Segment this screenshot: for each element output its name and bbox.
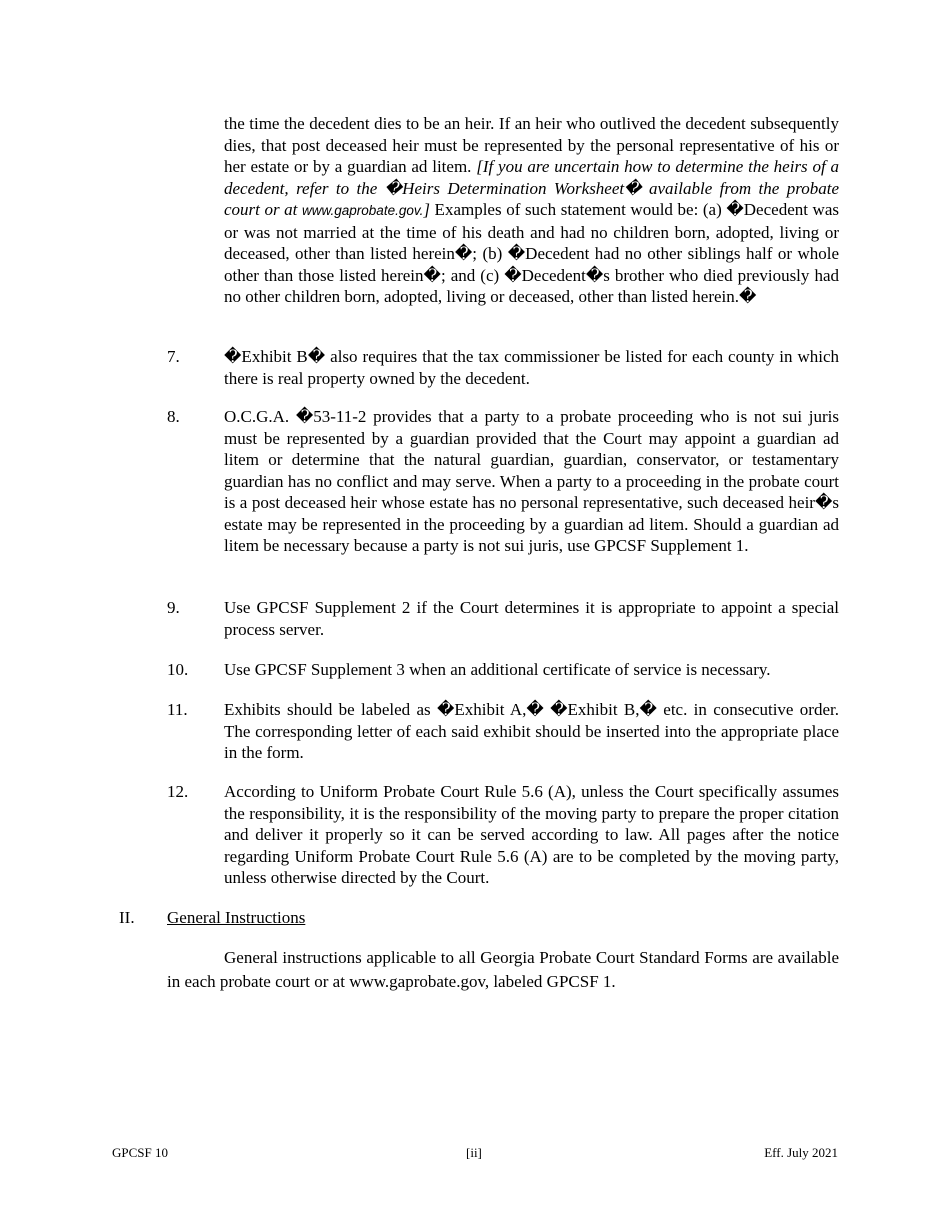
item-number-8: 8. [167, 407, 180, 426]
item-number-10: 10. [167, 660, 189, 679]
item-number-11: 11. [167, 700, 188, 719]
intro-text-a: the time the decedent dies to be an heir. If an heir who outlived the decedent subsequently dies, that post deceased heir must be represented by the personal representative of his or her estate or by a guardian ad litem. [224, 114, 839, 176]
general-instructions-text: General instructions applicable to all Georgia Probate Court Standard Forms are available in each probate court or at www.gaprobate.gov, labeled GPCSF 1. [167, 948, 839, 991]
gaprobate-link-text: www.gaprobate.gov. [302, 203, 424, 218]
intro-italic-close: ] [423, 200, 430, 219]
item-number-7: 7. [167, 347, 180, 366]
footer-effective-date: Eff. July 2021 [764, 1145, 838, 1160]
footer-form-id: GPCSF 10 [112, 1145, 168, 1160]
item-number-9: 9. [167, 598, 180, 617]
item-text-9: Use GPCSF Supplement 2 if the Court determines it is appropriate to appoint a special process server. [224, 598, 839, 639]
intro-italic-note: [If you are uncertain how to determine the heirs of a decedent, refer to the �Heirs Determination Worksheet� available from the probate court or at [224, 157, 839, 219]
item-number-12: 12. [167, 782, 189, 801]
section-number: II. [119, 908, 135, 927]
continued-paragraph [224, 113, 839, 308]
footer-page-number: [ii] [466, 1145, 482, 1160]
item-text-11: Exhibits should be labeled as �Exhibit A,� �Exhibit B,� etc. in consecutive order. The corresponding letter of each said exhibit should be inserted into the appropriate place in the form. [224, 700, 839, 762]
item-text-7: �Exhibit B� also requires that the tax commissioner be listed for each county in which there is real property owned by the decedent. [224, 347, 839, 388]
item-text-8: O.C.G.A. �53-11-2 provides that a party to a probate proceeding who is not sui juris must be represented by a guardian provided that the Court may appoint a guardian ad litem or determine that the natural guardian, guardian, conservator, or testamentary guardian has no conflict and may serve. When a party to a proceeding in the probate court is a post deceased heir whose estate has no personal representative, such deceased heir�s estate may be represented in the proceeding by a guardian ad litem. Should a guardian ad litem be necessary because a party is not sui juris, use GPCSF Supplement 1. [224, 407, 839, 555]
item-text-10: Use GPCSF Supplement 3 when an additional certificate of service is necessary. [224, 660, 771, 679]
section-title: General Instructions [167, 908, 306, 927]
item-text-12: According to Uniform Probate Court Rule 5.6 (A), unless the Court specifically assumes the responsibility, it is the responsibility of the moving party to prepare the proper citation and deliver it properly so it can be served according to law. All pages after the notice regarding Uniform Probate Court Rule 5.6 (A) are to be completed by the moving party, unless otherwise directed by the Court. [224, 782, 839, 887]
intro-text-b: Examples of such statement would be: (a) �Decedent was or was not married at the time of his death and had no children born, adopted, living or deceased, other than listed herein�; (b) �Decedent had no other siblings half or whole other than those listed herein�; and (c) �Decedent�s brother who died previously had no other children born, adopted, living or deceased, other than listed herein.� [224, 200, 839, 306]
